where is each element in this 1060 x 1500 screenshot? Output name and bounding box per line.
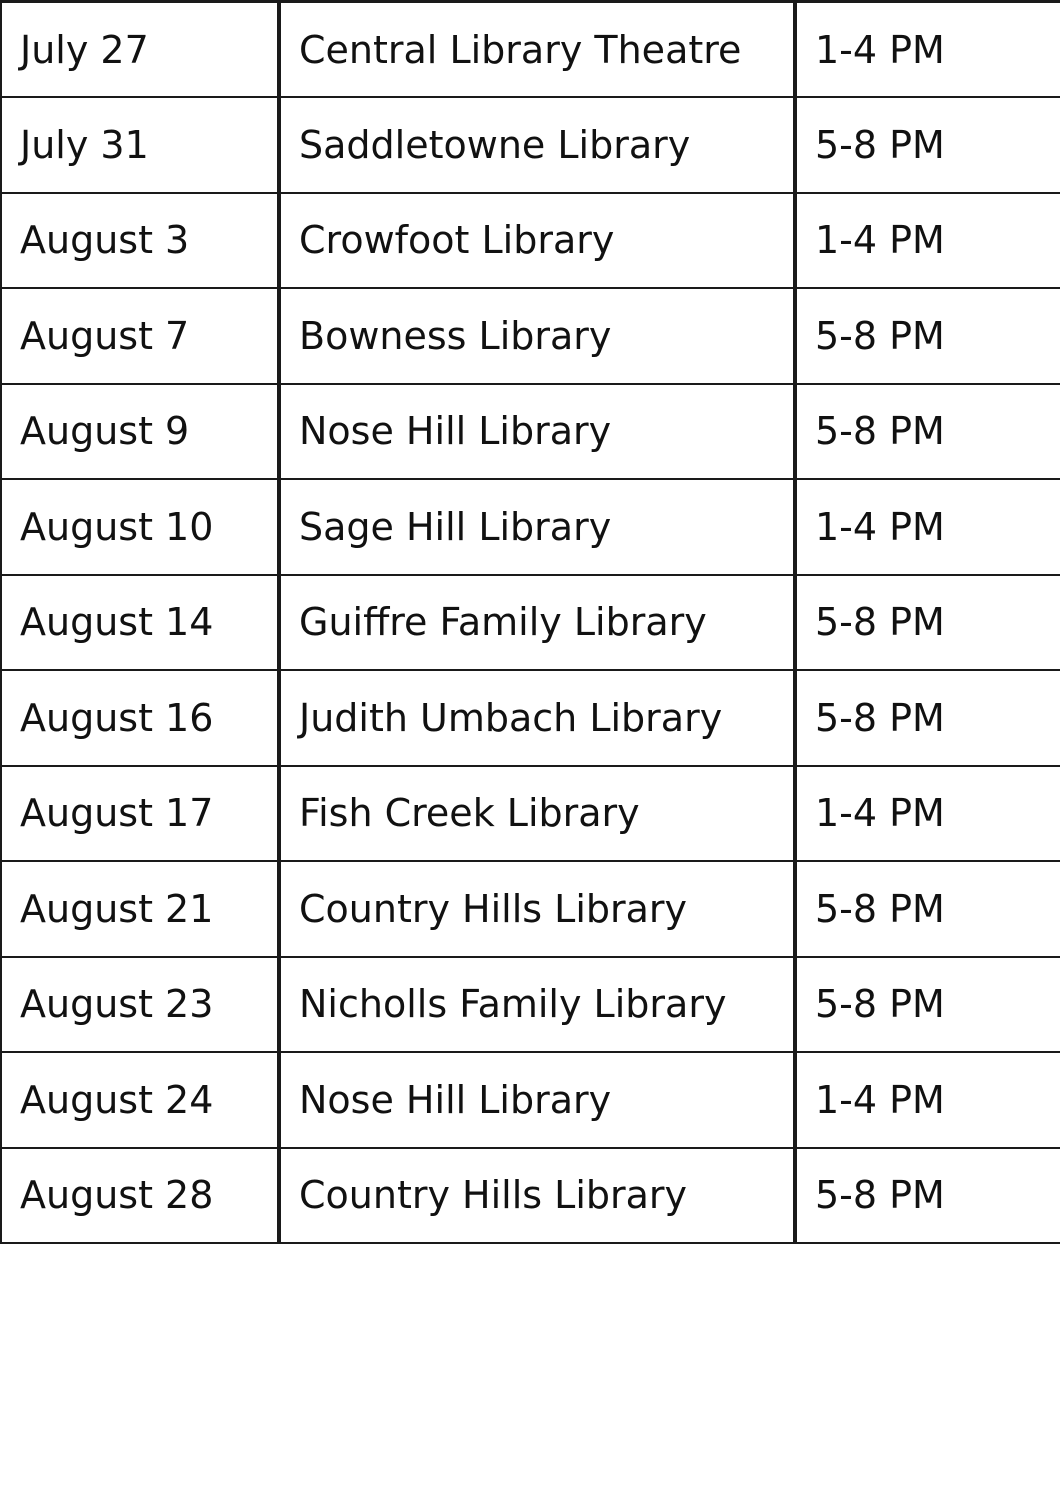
location-cell: Saddletowne Library (279, 97, 795, 193)
time-cell: 1-4 PM (795, 766, 1060, 862)
date-cell: August 7 (1, 288, 279, 384)
date-cell: August 9 (1, 384, 279, 480)
time-cell: 1-4 PM (795, 193, 1060, 289)
location-cell: Sage Hill Library (279, 479, 795, 575)
time-cell: 5-8 PM (795, 670, 1060, 766)
table-row (1, 479, 1060, 575)
time-cell: 1-4 PM (795, 2, 1060, 98)
table-row (1, 97, 1060, 193)
date-cell: August 3 (1, 193, 279, 289)
date-cell: August 16 (1, 670, 279, 766)
location-cell: Nose Hill Library (279, 1052, 795, 1148)
schedule-table-body (1, 2, 1060, 1244)
location-cell: Nose Hill Library (279, 384, 795, 480)
time-cell: 1-4 PM (795, 1052, 1060, 1148)
time-cell: 5-8 PM (795, 288, 1060, 384)
location-cell: Central Library Theatre (279, 2, 795, 98)
table-row (1, 575, 1060, 671)
table-row (1, 2, 1060, 98)
date-cell: August 14 (1, 575, 279, 671)
location-cell: Country Hills Library (279, 861, 795, 957)
time-cell: 5-8 PM (795, 575, 1060, 671)
location-cell: Country Hills Library (279, 1148, 795, 1244)
location-cell: Judith Umbach Library (279, 670, 795, 766)
table-row (1, 288, 1060, 384)
location-cell: Bowness Library (279, 288, 795, 384)
date-cell: July 27 (1, 2, 279, 98)
date-cell: August 23 (1, 957, 279, 1053)
time-cell: 5-8 PM (795, 384, 1060, 480)
date-cell: August 21 (1, 861, 279, 957)
date-cell: July 31 (1, 97, 279, 193)
table-row (1, 957, 1060, 1053)
table-row (1, 766, 1060, 862)
time-cell: 1-4 PM (795, 479, 1060, 575)
table-row (1, 861, 1060, 957)
date-cell: August 17 (1, 766, 279, 862)
location-cell: Crowfoot Library (279, 193, 795, 289)
date-cell: August 10 (1, 479, 279, 575)
time-cell: 5-8 PM (795, 957, 1060, 1053)
table-row (1, 1148, 1060, 1244)
date-cell: August 28 (1, 1148, 279, 1244)
time-cell: 5-8 PM (795, 861, 1060, 957)
location-cell: Guiffre Family Library (279, 575, 795, 671)
date-cell: August 24 (1, 1052, 279, 1148)
table-row (1, 1052, 1060, 1148)
location-cell: Fish Creek Library (279, 766, 795, 862)
table-row (1, 384, 1060, 480)
location-cell: Nicholls Family Library (279, 957, 795, 1053)
table-row (1, 193, 1060, 289)
time-cell: 5-8 PM (795, 1148, 1060, 1244)
time-cell: 5-8 PM (795, 97, 1060, 193)
table-row (1, 670, 1060, 766)
